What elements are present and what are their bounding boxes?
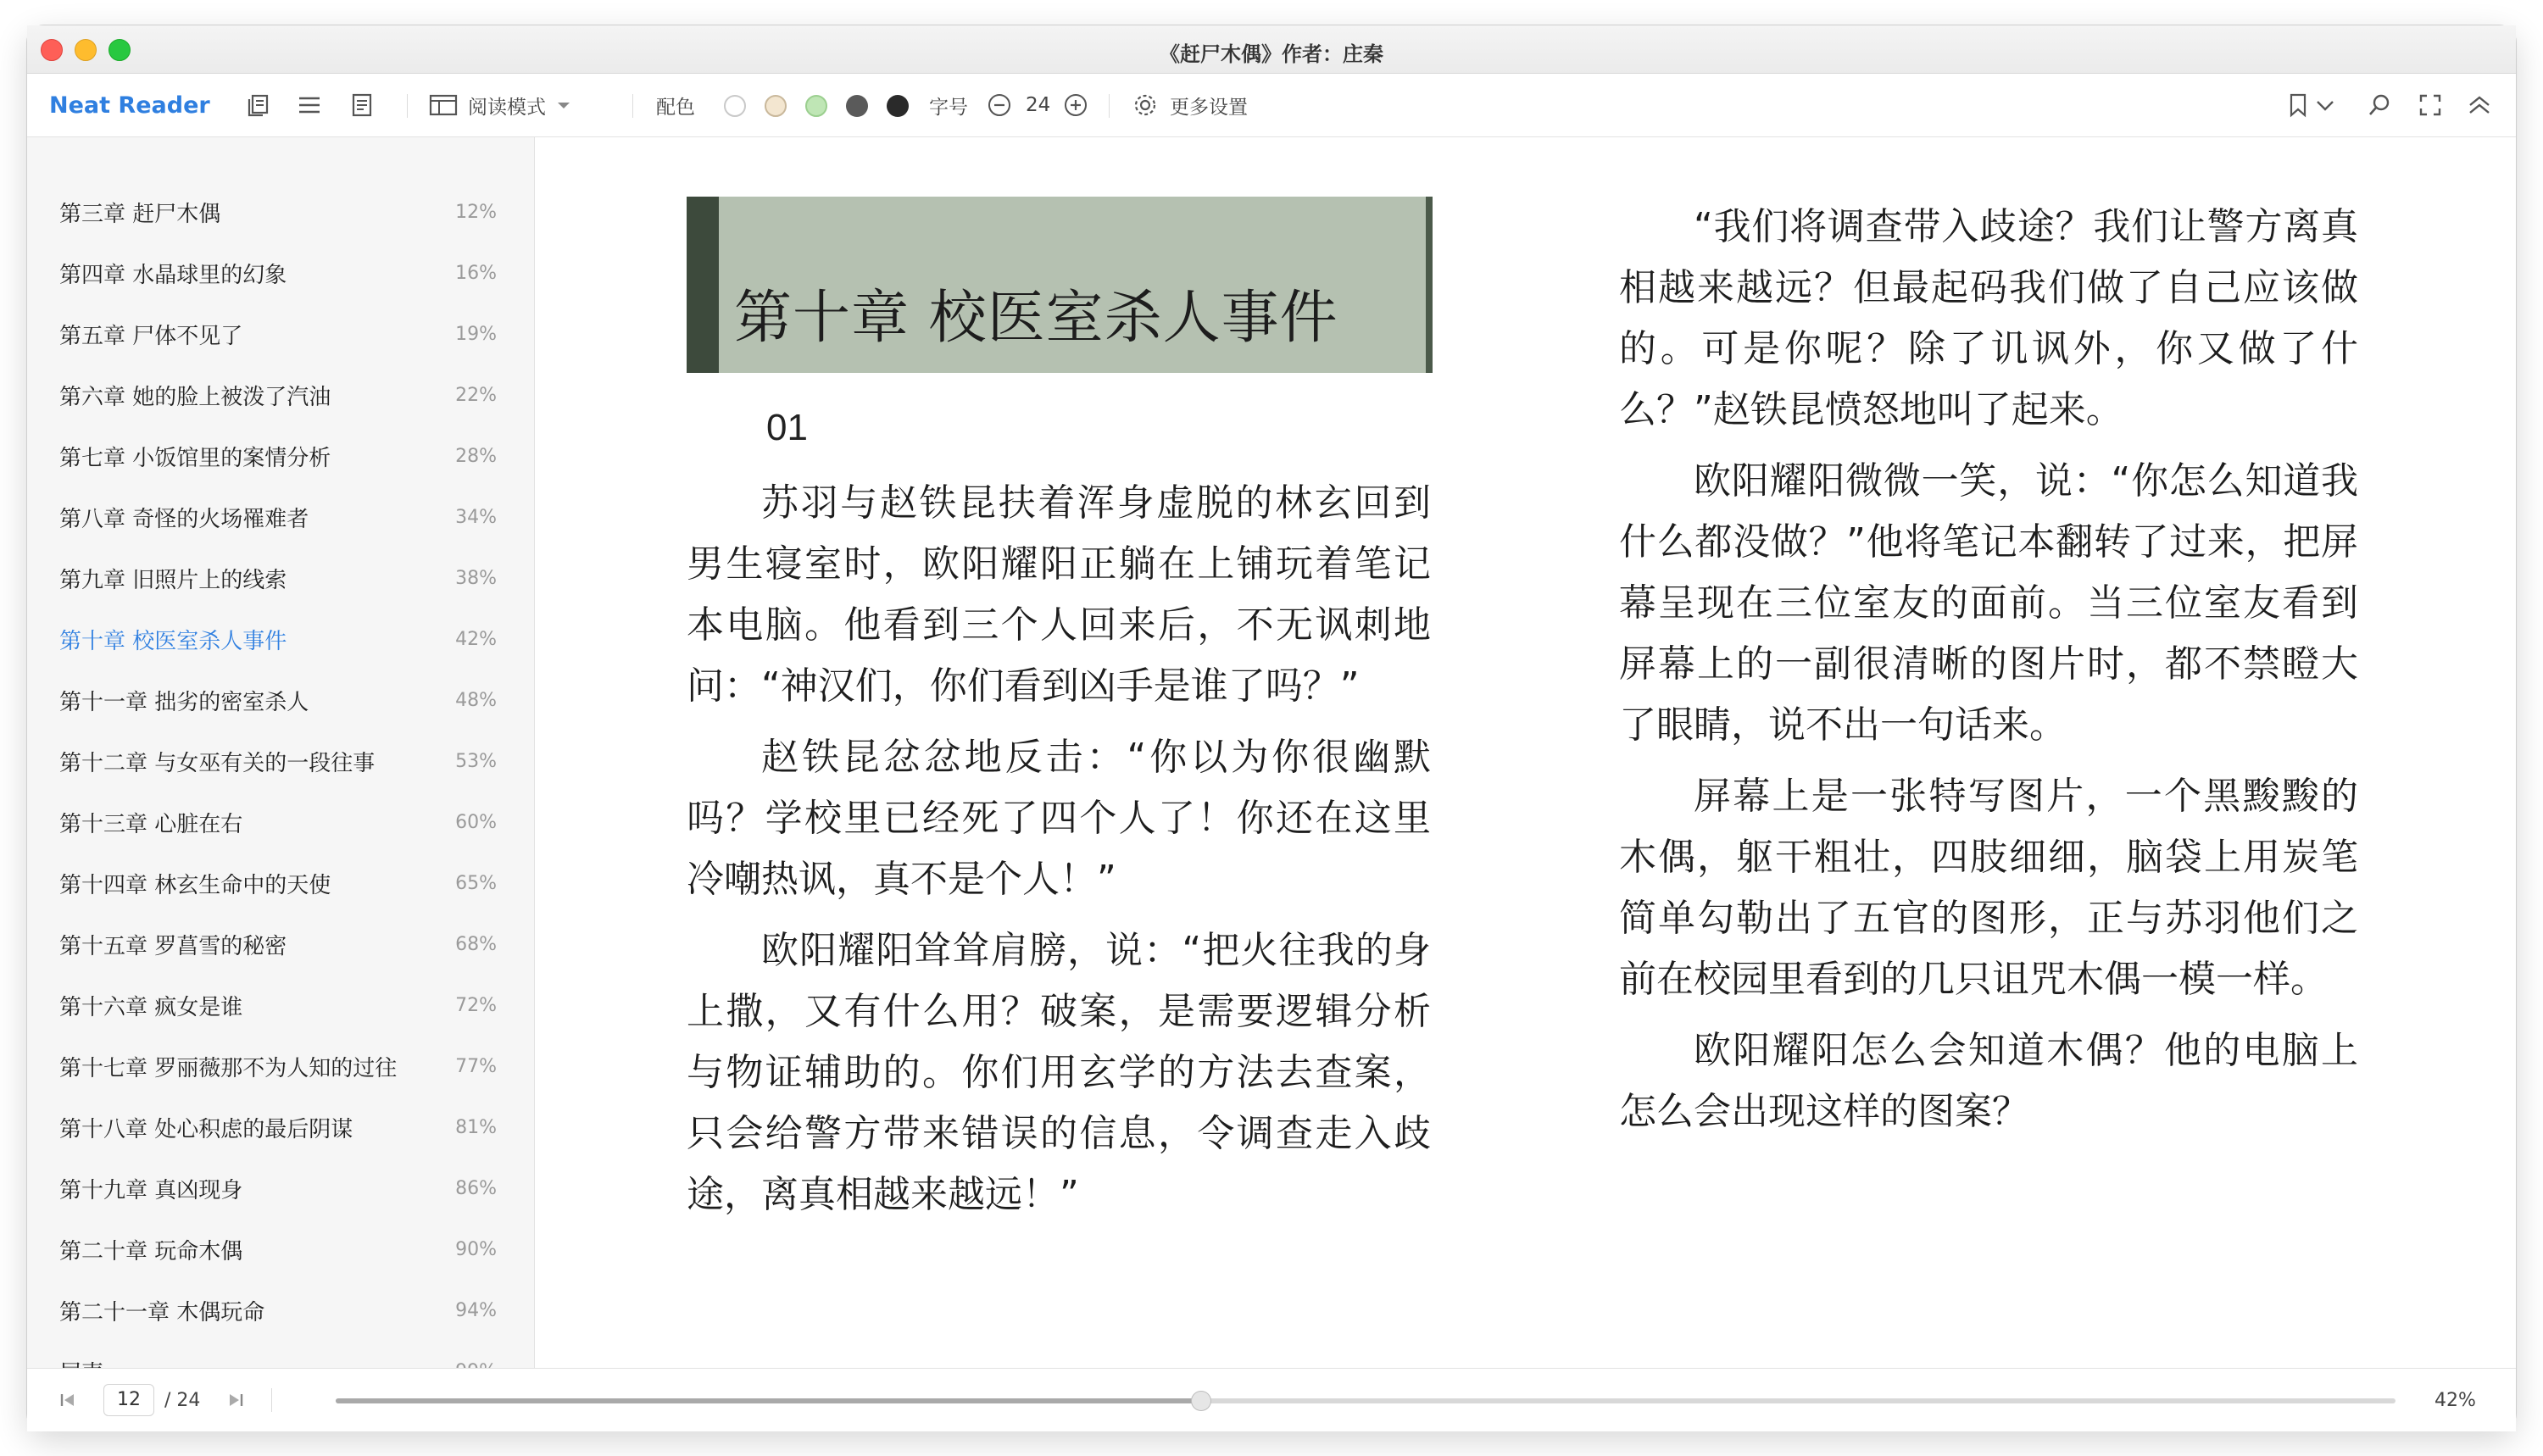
toc-sidebar [27, 137, 535, 1368]
toc-item-title: 第十四章 林玄生命中的天使 [59, 872, 331, 898]
bookmark-icon[interactable] [2287, 74, 2309, 136]
toc-item[interactable] [27, 364, 534, 425]
app-window [27, 25, 2516, 1431]
title-bar [27, 25, 2516, 74]
toc-item-percent: 16% [455, 262, 497, 284]
gear-icon [1132, 92, 1158, 118]
paragraph: 欧阳耀阳微微一笑，说：“你怎么知道我什么都没做？”他将笔记本翻转了过来，把屏幕呈现在三位室友的面前。当三位室友看到屏幕上的一副很清晰的图片时，都不禁瞪大了眼睛，说不出一句话来。 [1619, 459, 2358, 747]
toc-item-percent: 68% [455, 933, 497, 955]
progress-slider-thumb[interactable] [1191, 1391, 1211, 1411]
toolbar-divider [1109, 94, 1110, 118]
swatch-black[interactable] [887, 95, 909, 117]
page-total: / 24 [164, 1389, 201, 1411]
first-page-icon[interactable] [58, 1369, 78, 1431]
toc-item-percent: 22% [455, 384, 497, 406]
increase-font-icon[interactable] [1063, 74, 1088, 136]
decrease-font-icon[interactable] [987, 74, 1012, 136]
window-title: 《赶尸木偶》作者：庄秦 [1160, 42, 1383, 66]
toc-item-title: 第十六章 疯女是谁 [59, 994, 243, 1020]
paragraph: “我们将调查带入歧途？我们让警方离真相越来越远？但最起码我们做了自己应该做的。可是你呢？除了讥讽外，你又做了什么？”赵铁昆愤怒地叫了起来。 [1619, 205, 2358, 431]
toc-item[interactable] [27, 1097, 534, 1158]
layout-icon [429, 93, 458, 117]
toc-item[interactable] [27, 1158, 534, 1219]
toc-item[interactable] [27, 486, 534, 547]
toc-item-title: 第十八章 处心积虑的最后阴谋 [59, 1116, 353, 1142]
collapse-toolbar-icon[interactable] [2467, 74, 2492, 136]
toc-item-percent: 77% [455, 1055, 497, 1077]
bottom-divider [271, 1388, 272, 1412]
toolbar-divider [407, 94, 408, 118]
toc-item-title: 第十章 校医室杀人事件 [59, 628, 287, 654]
search-icon[interactable] [2367, 74, 2392, 136]
toc-item[interactable] [27, 303, 534, 364]
toc-item[interactable] [27, 975, 534, 1036]
swatch-beige[interactable] [765, 95, 787, 117]
progress-percent: 42% [2434, 1389, 2476, 1411]
chevron-down-icon[interactable] [2314, 74, 2336, 136]
toc-item-percent: 34% [455, 506, 497, 528]
toc-item-percent: 65% [455, 872, 497, 894]
chapter-title: 第十章 校医室杀人事件 [734, 285, 1338, 352]
font-size-value: 24 [1026, 94, 1051, 116]
progress-slider[interactable] [336, 1398, 2396, 1403]
last-page-icon[interactable] [225, 1369, 246, 1431]
reading-pane[interactable] [536, 137, 2516, 1368]
toc-item[interactable] [27, 1219, 534, 1280]
font-size-label: 字号 [929, 96, 968, 119]
toc-item-title: 第七章 小饭馆里的案情分析 [59, 445, 331, 471]
toc-item-title: 第八章 奇怪的火场罹难者 [59, 506, 309, 532]
toc-item-percent: 94% [455, 1299, 497, 1321]
toc-item-percent: 86% [455, 1177, 497, 1199]
toc-item-percent: 19% [455, 323, 497, 345]
chapter-banner [687, 197, 1433, 373]
toc-item-title: 第五章 尸体不见了 [59, 323, 243, 349]
caret-down-icon [556, 100, 571, 110]
toc-item-title: 第十二章 与女巫有关的一段往事 [59, 750, 376, 776]
toc-item-title: 第十九章 真凶现身 [59, 1177, 243, 1203]
toc-item-percent: 72% [455, 994, 497, 1016]
section-number: 01 [766, 407, 808, 448]
notes-icon[interactable] [349, 74, 375, 136]
toc-item-current[interactable] [27, 609, 534, 670]
page-number-input[interactable]: 12 [103, 1384, 154, 1416]
paragraph: 欧阳耀阳耸耸肩膀，说：“把火往我的身上撒，又有什么用？破案，是需要逻辑分析与物证辅助的。你们用玄学的方法去查案，只会给警方带来错误的信息，令调查走入歧途，离真相越来越远！” [687, 929, 1431, 1216]
toc-item-percent: 53% [455, 750, 497, 772]
toc-item[interactable] [27, 1280, 534, 1341]
toc-item[interactable] [27, 792, 534, 853]
toc-item-percent: 42% [455, 628, 497, 650]
toc-item-percent: 38% [455, 567, 497, 589]
color-scheme-label: 配色 [656, 96, 695, 119]
toc-item-title: 第十五章 罗菖雪的秘密 [59, 933, 287, 959]
toc-item[interactable] [27, 425, 534, 486]
toc-item-title: 第十三章 心脏在右 [59, 811, 243, 837]
reading-mode-dropdown[interactable] [429, 74, 571, 136]
swatch-green[interactable] [805, 95, 827, 117]
toc-item[interactable] [27, 731, 534, 792]
toc-item-percent: 81% [455, 1116, 497, 1138]
toc-item-percent: 28% [455, 445, 497, 467]
toc-item[interactable] [27, 670, 534, 731]
progress-slider-fill [336, 1398, 1201, 1403]
reading-mode-label: 阅读模式 [468, 96, 546, 119]
toc-item-title: 第二十章 玩命木偶 [59, 1238, 243, 1264]
toc-list-icon[interactable] [297, 74, 322, 136]
bookshelf-icon[interactable] [246, 74, 271, 136]
paragraph: 欧阳耀阳怎么会知道木偶？他的电脑上怎么会出现这样的图案？ [1619, 1029, 2358, 1133]
toc-item[interactable] [27, 853, 534, 914]
toc-item[interactable] [27, 242, 534, 303]
right-page-column [1619, 197, 2358, 1153]
paragraph: 屏幕上是一张特写图片，一个黑黢黢的木偶，躯干粗壮，四肢细细，脑袋上用炭笔简单勾勒出了五官的图形，正与苏羽他们之前在校园里看到的几只诅咒木偶一模一样。 [1619, 775, 2358, 1001]
toc-item-percent: 12% [455, 201, 497, 223]
toc-item-percent: 60% [455, 811, 497, 833]
toolbar-divider [632, 94, 633, 118]
toc-item-title: 第四章 水晶球里的幻象 [59, 262, 287, 288]
bottom-bar [27, 1368, 2516, 1431]
toolbar [27, 74, 2516, 137]
swatch-white[interactable] [724, 95, 746, 117]
toc-item-percent: 90% [455, 1238, 497, 1260]
more-settings-label: 更多设置 [1170, 96, 1248, 119]
toc-item-title: 第三章 赶尸木偶 [59, 201, 221, 227]
toc-item[interactable] [27, 1036, 534, 1097]
left-page-column [687, 473, 1431, 1236]
toc-item[interactable] [27, 914, 534, 975]
toc-item[interactable] [27, 547, 534, 609]
toc-item-title: 第九章 旧照片上的线索 [59, 567, 287, 593]
paragraph: 赵铁昆忿忿地反击：“你以为你很幽默吗？学校里已经死了四个人了！你还在这里冷嘲热讽，真不是个人！” [687, 736, 1431, 901]
toc-item-title: 第十七章 罗丽薇那不为人知的过往 [59, 1055, 398, 1081]
toc-item-title: 第二十一章 木偶玩命 [59, 1299, 265, 1325]
toc-item-percent: 48% [455, 689, 497, 711]
app-brand[interactable]: Neat Reader [49, 92, 210, 119]
toc-item[interactable] [27, 181, 534, 242]
fullscreen-icon[interactable] [2418, 74, 2443, 136]
swatch-dark-gray[interactable] [846, 95, 868, 117]
paragraph: 苏羽与赵铁昆扶着浑身虚脱的林玄回到男生寝室时，欧阳耀阳正躺在上铺玩着笔记本电脑。他看到三个人回来后，不无讽刺地问：“神汉们，你们看到凶手是谁了吗？” [687, 481, 1431, 708]
toc-item-title: 第六章 她的脸上被泼了汽油 [59, 384, 331, 410]
toc-item-title: 第十一章 拙劣的密室杀人 [59, 689, 309, 715]
more-settings-button[interactable] [1132, 74, 1248, 136]
